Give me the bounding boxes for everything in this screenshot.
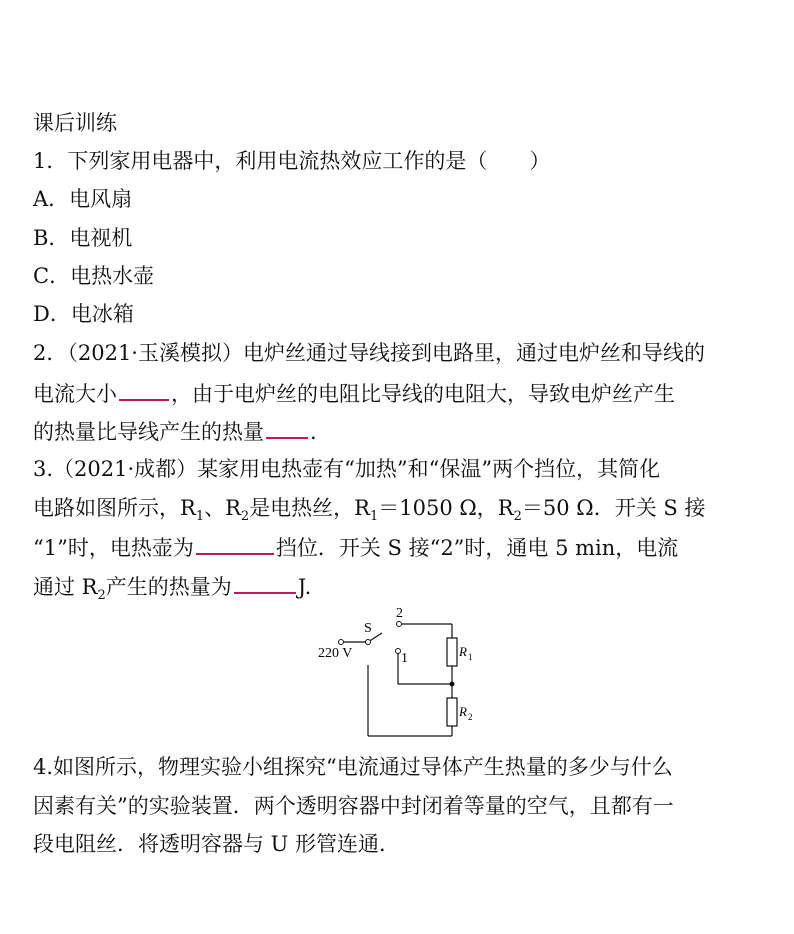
junction-dot: [450, 682, 455, 687]
r1-subscript: 1: [195, 509, 205, 525]
q3-text-h: 通过 R: [33, 575, 98, 599]
q3-text-b: 、R: [204, 496, 241, 520]
question-4-line-2: 因素有关”的实验装置．两个透明容器中封闭着等量的空气，且都有一: [33, 794, 674, 818]
q3-blank-1: [196, 533, 274, 555]
option-d: D．电冰箱: [33, 302, 134, 326]
voltage-label: 220 V: [318, 646, 353, 661]
q3-text-i: 产生的热量为: [105, 575, 232, 599]
question-1-stem: [33, 148, 550, 174]
r2-subscript: 2: [97, 588, 106, 604]
r2-subscript: 2: [240, 509, 250, 525]
option-b: B．电视机: [33, 226, 133, 250]
resistor-r2: [447, 698, 457, 726]
q2-text-d: .: [310, 420, 317, 444]
q2-text-b: ，由于电炉丝的电阻比导线的电阻大，导致电炉丝产生: [171, 382, 675, 406]
question-2-line-1: 2．（2021·玉溪模拟）电炉丝通过导线接到电路里，通过电炉丝和导线的: [33, 341, 705, 365]
resistor-r1: [447, 638, 457, 666]
q1-stem-close: ）: [529, 149, 551, 173]
q3-text-a: 电路如图所示，R: [33, 496, 196, 520]
circuit-diagram: [310, 602, 480, 738]
section-title: 课后训练: [33, 111, 117, 135]
q3-text-g: 挡位．开关 S 接“2”时，通电 5 min，电流: [275, 536, 679, 560]
contact-2: [397, 622, 402, 627]
q3-text-e: ＝50 Ω．开关 S 接: [521, 496, 706, 520]
question-3-line-4: [33, 572, 311, 609]
switch-pivot: [366, 640, 371, 645]
question-3-line-3: [33, 533, 678, 561]
q2-text-c: 的热量比导线产生的热量: [33, 420, 264, 444]
r1-label: R: [459, 644, 467, 659]
input-terminal: [339, 640, 344, 645]
terminal-2-label: 2: [396, 606, 403, 621]
r2-label-sub: 2: [468, 712, 473, 722]
switch-label: S: [364, 621, 372, 636]
option-a: A．电风扇: [33, 187, 133, 211]
r2-subscript: 2: [513, 509, 522, 525]
q2-blank-2: [266, 417, 308, 439]
r2-label: R: [459, 704, 467, 719]
terminal-1-label: 1: [401, 651, 408, 666]
question-2-line-3: [33, 417, 317, 445]
q3-text-j: J.: [297, 575, 312, 599]
q3-blank-2: [234, 572, 296, 594]
q2-blank-1: [119, 379, 169, 401]
option-c: C．电热水壶: [33, 264, 155, 288]
question-4-line-1: 4.如图所示，物理实验小组探究“电流通过导体产生热量的多少与什么: [33, 755, 673, 779]
question-4-line-3: 段电阻丝．将透明容器与 U 形管连通．: [33, 832, 401, 856]
r1-label-sub: 1: [468, 652, 473, 662]
question-3-line-1: 3.（2021·成都）某家用电热壶有“加热”和“保温”两个挡位，其简化: [33, 457, 661, 481]
question-3-line-2: [33, 495, 705, 530]
contact-1: [396, 649, 401, 654]
q1-stem-text: 1．下列家用电器中，利用电流热效应工作的是（: [33, 149, 488, 173]
q3-text-d: ＝1050 Ω，R: [378, 496, 514, 520]
q3-text-f: “1”时，电热壶为: [33, 536, 194, 560]
r1-subscript: 1: [370, 509, 379, 525]
q2-text-a: 电流大小: [33, 382, 117, 406]
question-2-line-2: [33, 379, 675, 407]
q3-text-c: 是电热丝，R: [249, 496, 370, 520]
